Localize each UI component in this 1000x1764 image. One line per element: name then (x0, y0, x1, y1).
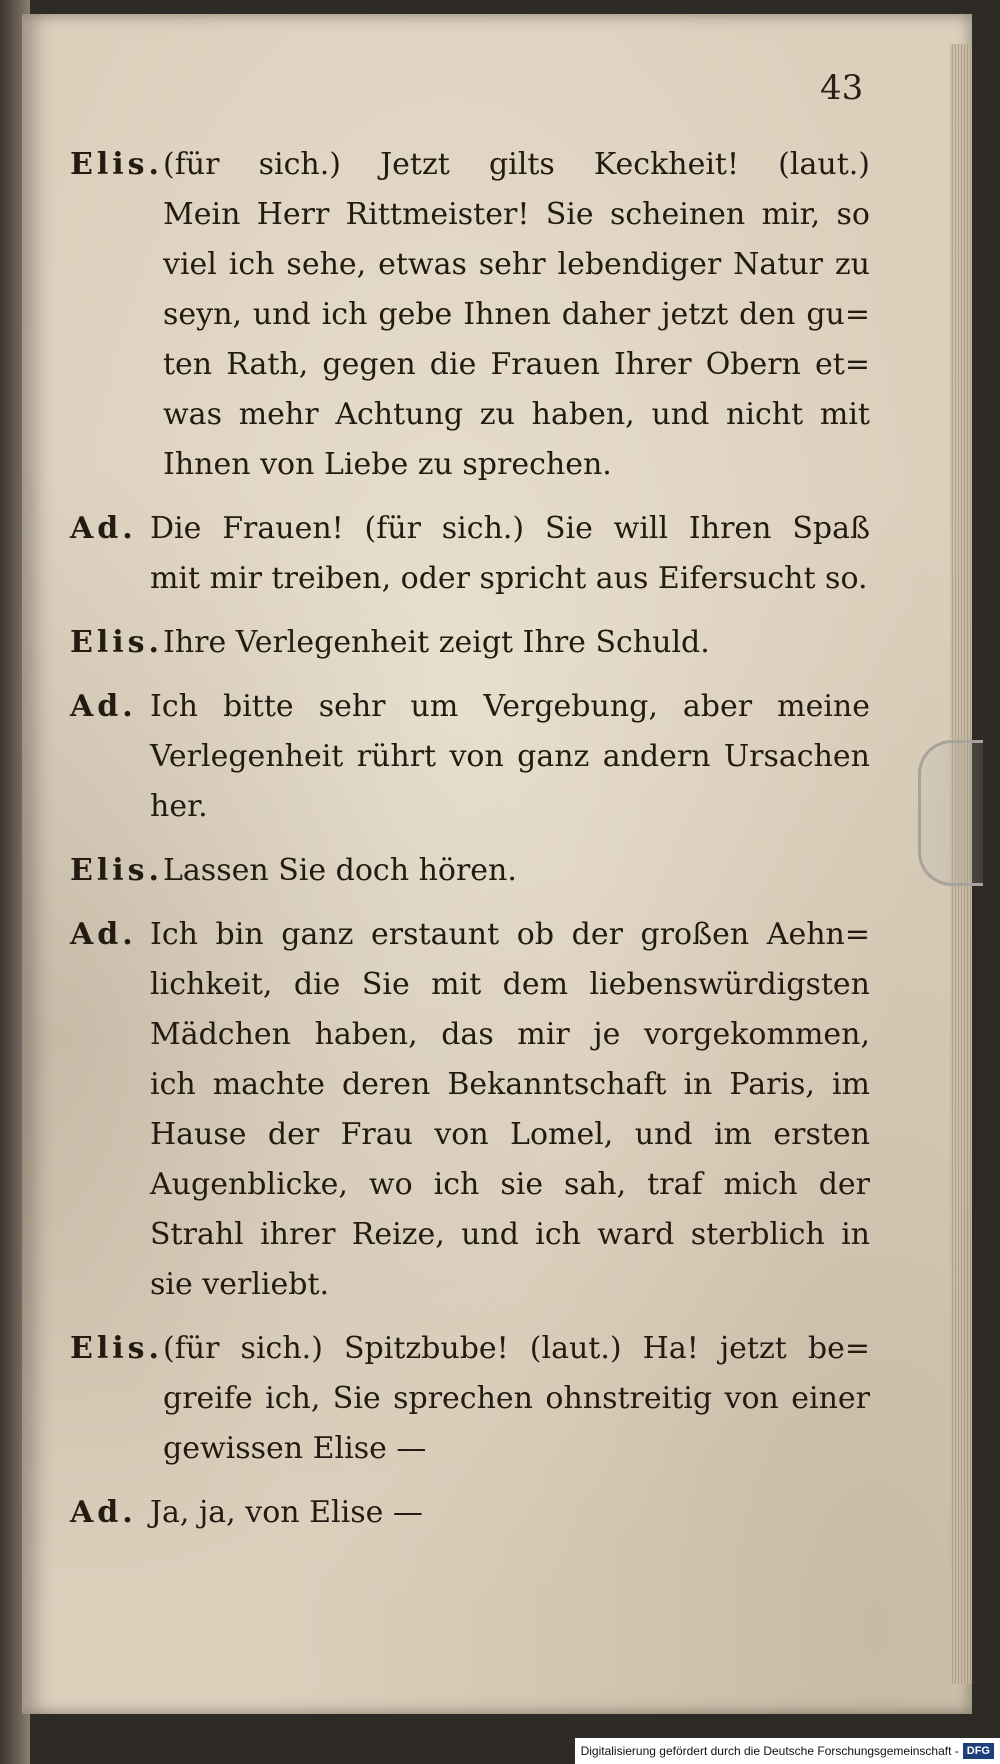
text-line: mit mir treiben, oder spricht aus Eifersucht so. (150, 561, 868, 596)
footer-text: Digitalisierung gefördert durch die Deutsche Forschungsgemeinschaft - (580, 1744, 959, 1758)
speech-block (70, 1488, 870, 1538)
speech-block (70, 682, 870, 832)
speaker-name: Elis. (70, 147, 163, 182)
text-line: Verlegenheit rührt von ganz andern Ursachen (150, 739, 870, 774)
text-line: Strahl ihrer Reize, und ich ward sterblich in (150, 1217, 870, 1252)
text-line: Ich bitte sehr um Vergebung, aber meine (150, 689, 870, 724)
speech-block (70, 618, 870, 668)
dfg-logo: DFG (963, 1743, 994, 1759)
speech-lines (150, 682, 870, 832)
text-line: Mädchen haben, das mir je vorgekommen, (150, 1017, 870, 1052)
text-line: her. (150, 789, 208, 824)
speaker-name: Ad. (70, 511, 137, 546)
speech-lines (163, 1324, 870, 1474)
speech-block (70, 504, 870, 604)
text-line: (für sich.) Spitzbube! (laut.) Ha! jetzt be= (163, 1331, 870, 1366)
text-line: gewissen Elise — (163, 1431, 427, 1466)
speaker-name: Ad. (70, 1495, 137, 1530)
text-line: was mehr Achtung zu haben, und nicht mit (163, 397, 870, 432)
play-text (70, 140, 870, 1552)
text-line: ten Rath, gegen die Frauen Ihrer Obern et= (163, 347, 870, 382)
page-clip (918, 740, 983, 886)
speech-block (70, 140, 870, 490)
text-line: Hause der Frau von Lomel, und im ersten (150, 1117, 870, 1152)
speech-lines (163, 140, 870, 490)
text-line: Ihre Verlegenheit zeigt Ihre Schuld. (163, 625, 710, 660)
speaker-name: Elis. (70, 625, 163, 660)
speech-lines (150, 1488, 870, 1538)
text-line: Ihnen von Liebe zu sprechen. (163, 447, 612, 482)
text-line: ich machte deren Bekanntschaft in Paris, im (150, 1067, 870, 1102)
text-line: viel ich sehe, etwas sehr lebendiger Natur zu (163, 247, 870, 282)
speech-block (70, 1324, 870, 1474)
page-number: 43 (820, 68, 864, 108)
text-line: Ja, ja, von Elise — (150, 1495, 423, 1530)
speaker-name: Ad. (70, 917, 137, 952)
text-line: sie verliebt. (150, 1267, 330, 1302)
text-line: Lassen Sie doch hören. (163, 853, 517, 888)
text-line: seyn, und ich gebe Ihnen daher jetzt den gu= (163, 297, 870, 332)
speaker-name: Elis. (70, 853, 163, 888)
text-line: (für sich.) Jetzt gilts Keckheit! (laut.) (163, 147, 870, 182)
text-line: Die Frauen! (für sich.) Sie will Ihren Spaß (150, 511, 870, 546)
speech-lines (150, 910, 870, 1310)
text-line: Mein Herr Rittmeister! Sie scheinen mir, so (163, 197, 870, 232)
speaker-name: Elis. (70, 1331, 163, 1366)
speech-lines (163, 618, 870, 668)
speech-lines (163, 846, 870, 896)
text-line: Ich bin ganz erstaunt ob der großen Aehn= (150, 917, 870, 952)
digitization-footer (575, 1738, 1000, 1764)
text-line: greife ich, Sie sprechen ohnstreitig von einer (163, 1381, 870, 1416)
speaker-name: Ad. (70, 689, 137, 724)
speech-block (70, 846, 870, 896)
speech-block (70, 910, 870, 1310)
text-line: lichkeit, die Sie mit dem liebenswürdigsten (150, 967, 870, 1002)
speech-lines (150, 504, 870, 604)
text-line: Augenblicke, wo ich sie sah, traf mich der (150, 1167, 870, 1202)
